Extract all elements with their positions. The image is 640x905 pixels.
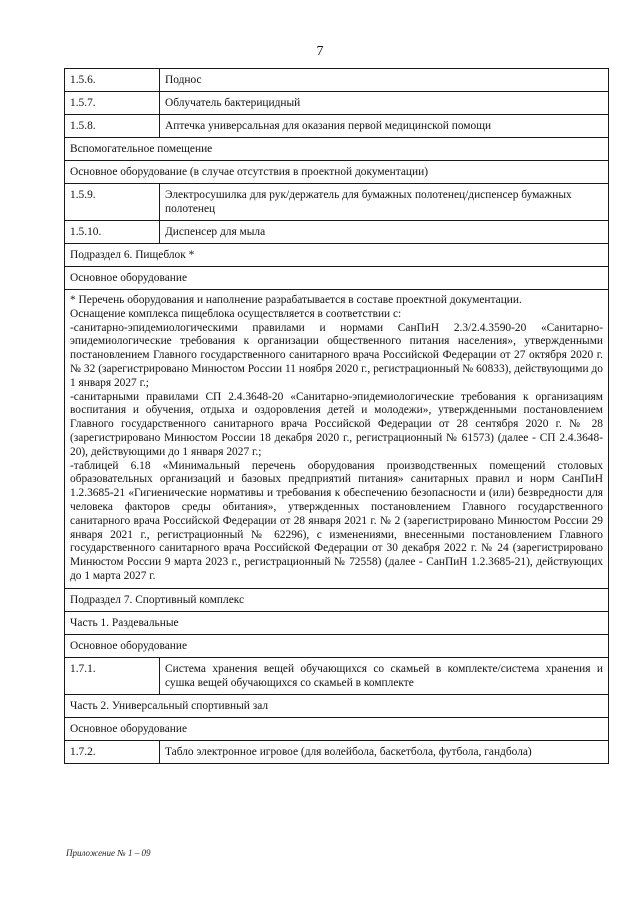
item-number: 1.7.1.: [65, 657, 160, 694]
item-number: 1.7.2.: [65, 740, 160, 763]
item-name: Облучатель бактерицидный: [160, 92, 609, 115]
page-number: 7: [316, 44, 324, 59]
item-name: Система хранения вещей обучающихся со скамьей в комплекте/система хранения и сушка вещей обучающихся со скамьей в комплекте: [160, 657, 609, 694]
section-row: [65, 588, 609, 611]
item-name: Поднос: [160, 69, 609, 92]
item-name: Электросушилка для рук/держатель для бумажных полотенец/диспенсер бумажных полотенец: [160, 184, 609, 221]
section-row: [65, 267, 609, 290]
table-row: [65, 184, 609, 221]
table-row: [65, 69, 609, 92]
table-row: [65, 92, 609, 115]
footer-note: Приложение № 1 – 09: [66, 848, 151, 858]
section-row: [65, 611, 609, 634]
table-row: [65, 657, 609, 694]
table-row: [65, 221, 609, 244]
subsection-7-heading: Подраздел 7. Спортивный комплекс: [65, 588, 609, 611]
equipment-table: [64, 68, 609, 764]
item-number: 1.5.7.: [65, 92, 160, 115]
table-row: [65, 115, 609, 138]
item-number: 1.5.9.: [65, 184, 160, 221]
note-row: [65, 290, 609, 589]
section-row: [65, 161, 609, 184]
basic-equipment-heading: Основное оборудование: [65, 267, 609, 290]
basic-equipment-heading: Основное оборудование: [65, 634, 609, 657]
section-row: [65, 717, 609, 740]
part-2-heading: Часть 2. Универсальный спортивный зал: [65, 694, 609, 717]
basic-equipment-heading: Основное оборудование: [65, 717, 609, 740]
item-name: Табло электронное игровое (для волейбола, баскетбола, футбола, гандбола): [160, 740, 609, 763]
table-row: [65, 740, 609, 763]
note-paragraph: Оснащение комплекса пищеблока осуществляется в соответствии с:: [70, 307, 402, 320]
section-row: [65, 634, 609, 657]
note-paragraph: -санитарными правилами СП 2.4.3648-20 «Санитарно-эпидемиологические требования к организациям воспитания и обучения, отдыха и оздоровления детей и молодежи», утвержденными постановлением Главного государственного санитарного врача Российской Федерации от 28 сентября 2020 г. № 28 (зарегистрировано Минюстом России 18 декабря 2020 г., регистрационный № 61573) (далее - СП 2.4.3648-20), действующими до 1 января 2027 г.;: [70, 390, 603, 458]
item-number: 1.5.10.: [65, 221, 160, 244]
part-1-heading: Часть 1. Раздевальные: [65, 611, 609, 634]
item-number: 1.5.6.: [65, 69, 160, 92]
item-name: Аптечка универсальная для оказания первой медицинской помощи: [160, 115, 609, 138]
aux-room-heading: Вспомогательное помещение: [65, 138, 609, 161]
subsection-6-heading: Подраздел 6. Пищеблок *: [65, 244, 609, 267]
note-paragraph: * Перечень оборудования и наполнение разрабатывается в составе проектной документации.: [70, 294, 522, 306]
item-name: Диспенсер для мыла: [160, 221, 609, 244]
note-cell: [65, 290, 609, 589]
basic-equipment-project-heading: Основное оборудование (в случае отсутствия в проектной документации): [65, 161, 609, 184]
section-row: [65, 694, 609, 717]
section-row: [65, 244, 609, 267]
section-row: [65, 138, 609, 161]
note-paragraph: -таблицей 6.18 «Минимальный перечень оборудования производственных помещений столовых образовательных организаций и базовых предприятий питания» санитарных правил и норм СанПиН 1.2.3685-21 «Гигиенические нормативы и требования к обеспечению безопасности и (или) безвредности для человека факторов среды обитания», утвержденных постановлением Главного государственного санитарного врача Российской Федерации от 28 января 2021 г. № 2 (зарегистрировано Минюстом России 29 января 2021 г., регистрационный № 62296), с изменениями, внесенными постановлением Главного государственного санитарного врача Российской Федерации от 30 декабря 2022 г. № 24 (зарегистрировано Минюстом России 9 марта 2023 г., регистрационный № 72558) (далее - СанПиН 1.2.3685-21), действующих до 1 марта 2027 г.: [70, 459, 603, 582]
item-number: 1.5.8.: [65, 115, 160, 138]
note-paragraph: -санитарно-эпидемиологическими правилами и нормами СанПиН 2.3/2.4.3590-20 «Санитарно-эпидемиологические требования к организации общественного питания населения», утвержденными постановлением Главного государственного санитарного врача Российской Федерации от 27 октября 2020 г. № 32 (зарегистрировано Минюстом России 11 ноября 2020 г., регистрационный № 60833), действующими до 1 января 2027 г.;: [70, 321, 603, 389]
